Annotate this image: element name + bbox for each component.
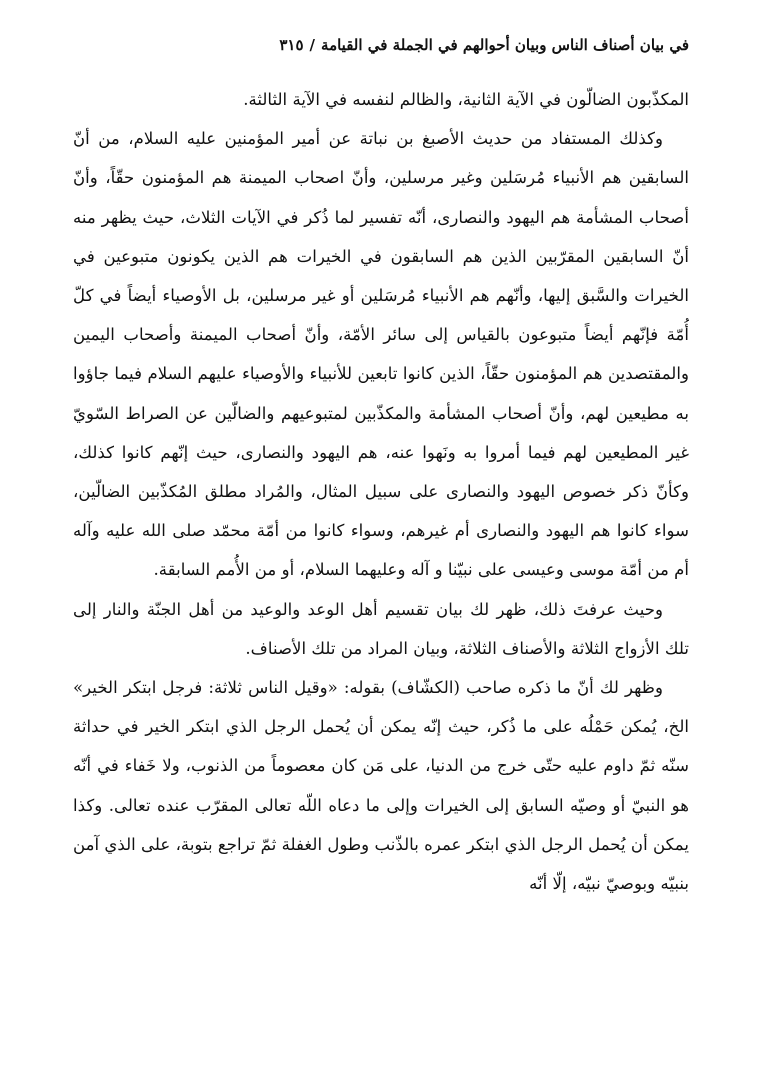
body-text bbox=[73, 80, 689, 903]
running-header bbox=[73, 30, 689, 60]
paragraph-classification: وحيث عرفتَ ذلك، ظهر لك بيان تقسيم أهل الوعد والوعيد من أهل الجنّة والنار إلى تلك الأزواج الثلاثة والأصناف الثلاثة، وبيان المراد من تلك الأصناف. bbox=[73, 599, 689, 658]
header-title: في بيان أصناف الناس وبيان أحوالهم في الجملة في القيامة bbox=[321, 36, 689, 54]
header-separator: / bbox=[309, 36, 316, 54]
paragraph-hadith-asbagh: وكذلك المستفاد من حديث الأصبغ بن نباتة عن أمير المؤمنين عليه السلام، من أنّ السابقين هم الأنبياء مُرسَلين وغير مرسلين، وأنّ اصحاب الميمنة هم المؤمنون حقّاً، وأنّ أصحاب المشأمة هم اليهود والنصارى، أنّه تفسير لما ذُكر في الآيات الثلاث، حيث يظهر منه أنّ السابقين المقرّبين الذين هم السابقون في الخيرات هم الذين يكونون متبوعين في الخيرات والسَّبق إليها، وأنّهم هم الأنبياء مُرسَلين أو غير مرسلين، بل الأوصياء أيضاً في كلّ أُمّة فإنّهم أيضاً متبوعون بالقياس إلى سائر الأمّة، وأنّ أصحاب الميمنة وأصحاب اليمين والمقتصدين هم المؤمنون حقّاً، الذين كانوا تابعين للأنبياء والأوصياء عليهم السلام فيما جاؤوا به مطيعين لهم، وأنّ أصحاب المشأمة والمكذّبين لمتبوعيهم والضالّين عن الصراط السّويّ غير المطيعين لهم فيما أمروا به ونَهوا عنه، هم اليهود والنصارى، حيث إنّهم كانوا كذلك، وكأنّ ذكر خصوص اليهود والنصارى على سبيل المثال، والمُراد مطلق المُكذّبين الضالّين، سواء كانوا هم اليهود والنصارى أم غيرهم، وسواء كانوا من أمّة محمّد صلى الله عليه وآله أم من أمّة موسى وعيسى على نبيّنا و آله وعليهما السلام، أو من الأُمم السابقة. bbox=[73, 129, 689, 580]
paragraph-continuation: المكذّبون الضالّون في الآية الثانية، والظالم لنفسه في الآية الثالثة. bbox=[243, 90, 689, 109]
page-number: ٣١٥ bbox=[279, 36, 304, 54]
paragraph-kashshaf: وظهر لك أنّ ما ذكره صاحب (الكشّاف) بقوله: «وقيل الناس ثلاثة: فرجل ابتكر الخير» الخ، يُمكن حَمْلُه على ما ذُكر، حيث إنّه يمكن أن يُحمل الرجل الذي ابتكر الخير في حداثة سنّه ثمّ داوم عليه حتّى خرج من الدنيا، على مَن كان معصوماً من الذنوب، ولا خَفاء في أنّه هو النبيّ أو وصيّه السابق إلى الخيرات وإلى ما دعاه اللّه تعالى المقرّب عنده تعالى. وكذا يمكن أن يُحمل الرجل الذي ابتكر عمره بالذّنب وطول الغفلة ثمّ تراجع بتوبة، على الذي آمن بنبيّه وبوصيّ نبيّه، إلّا أنّه bbox=[73, 678, 689, 894]
